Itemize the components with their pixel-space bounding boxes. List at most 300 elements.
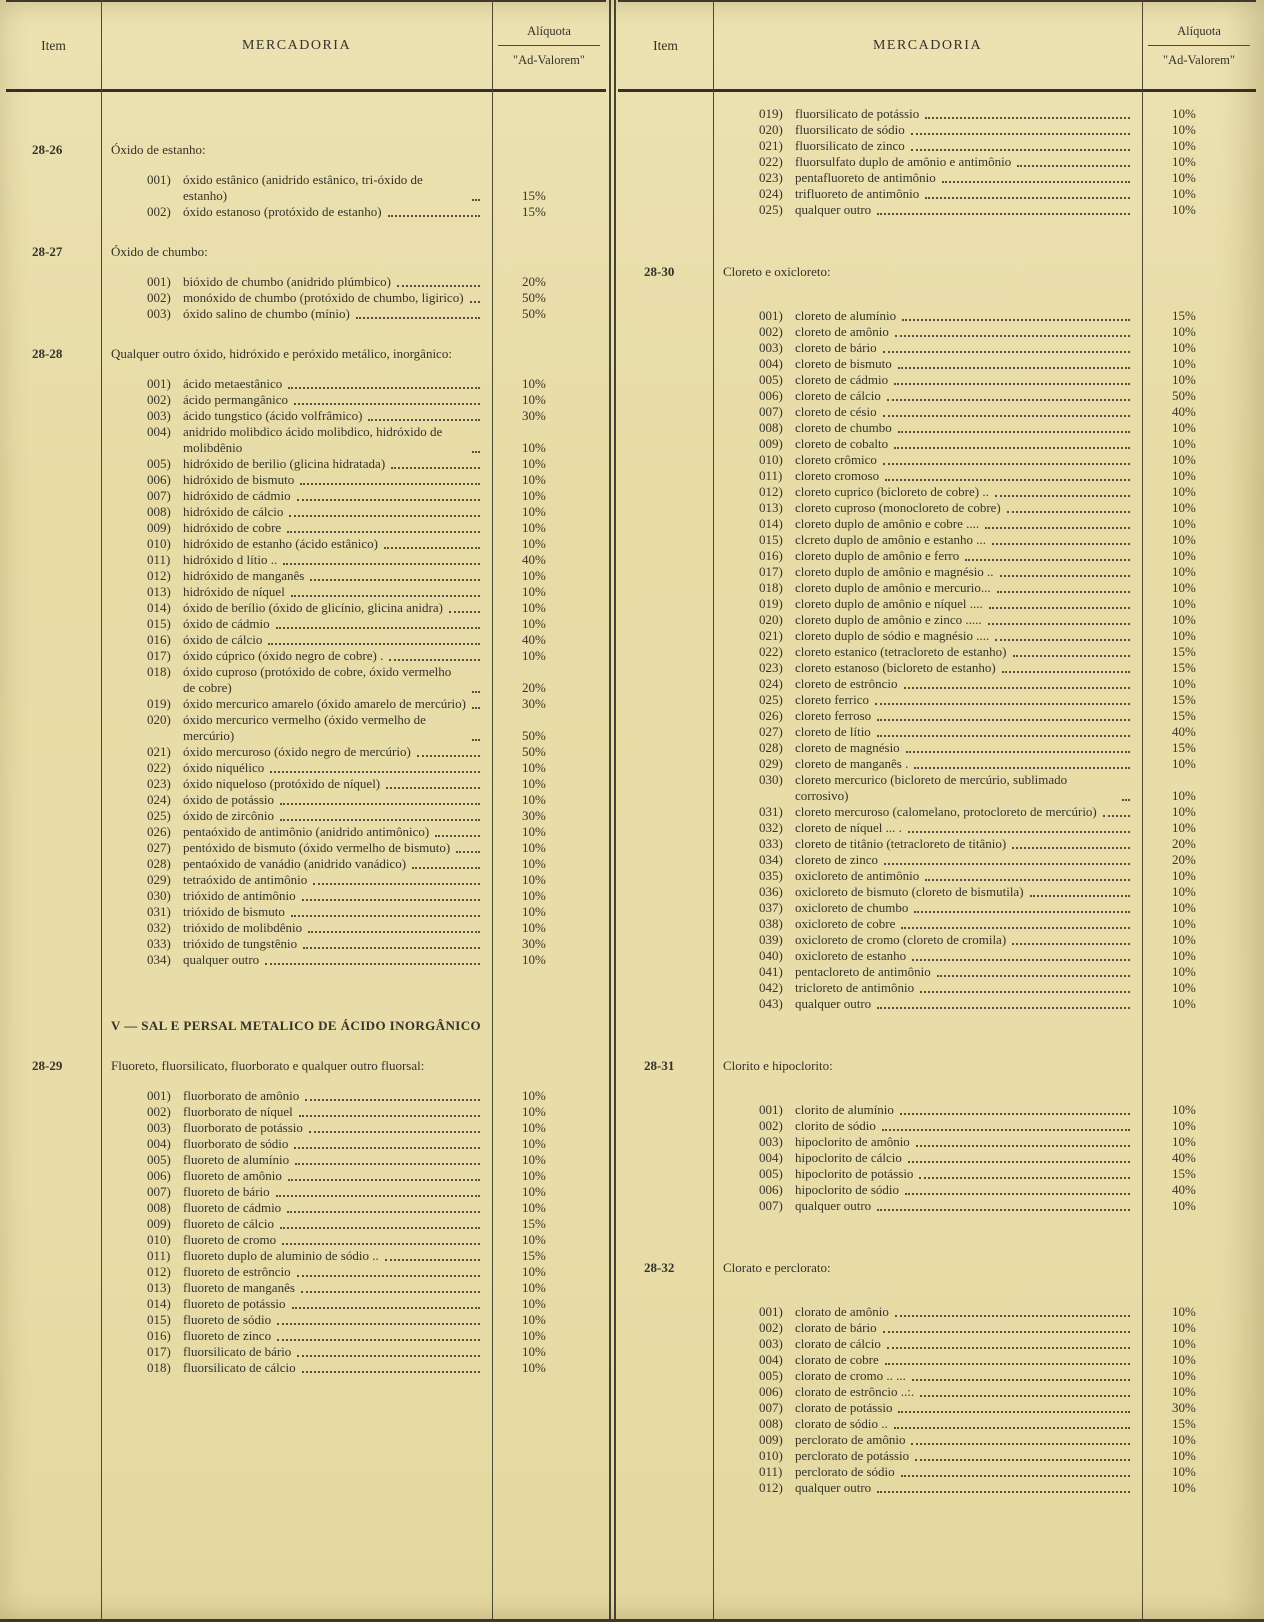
tariff-entry bbox=[6, 1328, 606, 1344]
entry-code: 007) bbox=[147, 1184, 171, 1199]
dot-leader bbox=[995, 639, 1130, 641]
entry-code: 018) bbox=[147, 1360, 171, 1375]
entry-text-wrap bbox=[795, 1480, 1134, 1496]
entry-text-wrap bbox=[795, 516, 1134, 532]
header-mercadoria: MERCADORIA bbox=[872, 37, 983, 53]
entry-code: 002) bbox=[759, 1118, 783, 1133]
entry-description-cell bbox=[101, 936, 492, 952]
tariff-entry bbox=[6, 172, 606, 204]
dot-leader bbox=[308, 931, 480, 933]
entry-description-cell bbox=[101, 600, 492, 616]
dot-leader bbox=[472, 739, 480, 741]
entry-description-cell bbox=[713, 468, 1142, 484]
dot-leader bbox=[287, 1211, 480, 1213]
entry-rate: 20% bbox=[522, 274, 546, 289]
dot-leader bbox=[288, 1179, 480, 1181]
tariff-entry bbox=[6, 1296, 606, 1312]
entry-text: óxido niquélico bbox=[183, 760, 265, 775]
entry-text-wrap bbox=[795, 1198, 1134, 1214]
entry-rate: 50% bbox=[1172, 388, 1196, 403]
entry-description-cell bbox=[101, 776, 492, 792]
dot-leader bbox=[288, 387, 480, 389]
entry-text: óxido salino de chumbo (mínio) bbox=[183, 306, 350, 321]
entry-rate: 10% bbox=[522, 1136, 546, 1151]
entry-code: 003) bbox=[759, 1336, 783, 1351]
entry-description-cell bbox=[713, 628, 1142, 644]
section-title: Fluoreto, fluorsilicato, fluorborato e qualquer outro fluorsal: bbox=[111, 1058, 425, 1073]
entry-code: 006) bbox=[759, 1384, 783, 1399]
entry-description-cell bbox=[101, 290, 492, 306]
entry-code: 009) bbox=[759, 1432, 783, 1447]
entry-description-cell bbox=[713, 516, 1142, 532]
entry-code: 015) bbox=[759, 532, 783, 547]
entry-text: qualquer outro bbox=[795, 202, 872, 217]
dot-leader bbox=[906, 751, 1130, 753]
entry-code: 032) bbox=[147, 920, 171, 935]
entry-description-cell bbox=[713, 724, 1142, 740]
dot-leader bbox=[276, 627, 480, 629]
entry-text-wrap bbox=[795, 708, 1134, 724]
entry-text: fluoreto duplo de aluminio de sódio .. bbox=[183, 1248, 379, 1263]
dot-leader bbox=[472, 707, 480, 709]
entry-code: 023) bbox=[759, 660, 783, 675]
dot-leader bbox=[295, 1163, 480, 1165]
entry-text-wrap bbox=[183, 552, 484, 568]
header-aliquota-line1: Alíquota bbox=[498, 24, 600, 46]
entry-description-cell bbox=[101, 1232, 492, 1248]
entry-rate: 10% bbox=[522, 920, 546, 935]
entry-rate: 10% bbox=[1172, 340, 1196, 355]
entry-description-cell bbox=[713, 340, 1142, 356]
tariff-entry bbox=[6, 504, 606, 520]
entry-text: cloreto de bismuto bbox=[795, 356, 892, 371]
entry-code: 042) bbox=[759, 980, 783, 995]
entry-code: 023) bbox=[759, 170, 783, 185]
entry-code: 017) bbox=[147, 648, 171, 663]
entry-text: cloreto duplo de amônio e níquel .... bbox=[795, 596, 983, 611]
entry-text: cloreto duplo de amônio e cobre .... bbox=[795, 516, 980, 531]
entry-rate: 15% bbox=[1172, 740, 1196, 755]
entry-code: 011) bbox=[759, 468, 783, 483]
column-divider bbox=[606, 0, 618, 1619]
entry-rate: 10% bbox=[522, 1152, 546, 1167]
entry-description-cell bbox=[101, 1168, 492, 1184]
entry-description-cell bbox=[101, 488, 492, 504]
entry-text: pentafluoreto de antimônio bbox=[795, 170, 936, 185]
vertical-rule bbox=[1142, 0, 1143, 1619]
entry-text-wrap bbox=[795, 186, 1134, 202]
entry-rate: 15% bbox=[1172, 1166, 1196, 1181]
dot-leader bbox=[925, 197, 1130, 199]
dot-leader bbox=[1012, 943, 1130, 945]
entry-rate: 10% bbox=[522, 1312, 546, 1327]
tariff-entry bbox=[6, 424, 606, 456]
entry-code: 005) bbox=[147, 1152, 171, 1167]
entry-text: pentóxido de bismuto (óxido vermelho de bismuto) bbox=[183, 840, 451, 855]
entry-code: 009) bbox=[147, 1216, 171, 1231]
entry-text-wrap bbox=[183, 664, 484, 696]
dot-leader bbox=[291, 915, 480, 917]
dot-leader bbox=[280, 1227, 480, 1229]
entry-code: 010) bbox=[759, 1448, 783, 1463]
entry-rate: 10% bbox=[522, 872, 546, 887]
tariff-entry bbox=[6, 600, 606, 616]
entry-text-wrap bbox=[795, 772, 1134, 804]
entry-code: 017) bbox=[759, 564, 783, 579]
entry-rate: 10% bbox=[522, 456, 546, 471]
entry-code: 004) bbox=[147, 424, 171, 439]
entry-description-cell bbox=[101, 1280, 492, 1296]
tariff-entry bbox=[6, 632, 606, 648]
tariff-entry bbox=[6, 472, 606, 488]
dot-leader bbox=[309, 1131, 480, 1133]
entry-description-cell bbox=[713, 1150, 1142, 1166]
entry-text: óxido de cálcio bbox=[183, 632, 263, 647]
entry-rate: 10% bbox=[1172, 1304, 1196, 1319]
tariff-entry bbox=[6, 1232, 606, 1248]
entry-code: 012) bbox=[147, 568, 171, 583]
entry-text-wrap bbox=[183, 1312, 484, 1328]
dot-leader bbox=[1002, 671, 1130, 673]
entry-description-cell bbox=[713, 388, 1142, 404]
entry-text: pentaóxido de antimônio (anidrido antimônico) bbox=[183, 824, 430, 839]
entry-text-wrap bbox=[795, 404, 1134, 420]
dot-leader bbox=[877, 735, 1130, 737]
entry-text-wrap bbox=[795, 1416, 1134, 1432]
entry-text-wrap bbox=[183, 840, 484, 856]
section-title: Clorito e hipoclorito: bbox=[723, 1058, 833, 1073]
entry-rate: 15% bbox=[1172, 692, 1196, 707]
dot-leader bbox=[289, 515, 480, 517]
left-column bbox=[6, 0, 606, 1619]
entry-description-cell bbox=[713, 660, 1142, 676]
dot-leader bbox=[1007, 511, 1130, 513]
section-header-row bbox=[6, 1058, 606, 1074]
entry-text: hidróxido d lítio .. bbox=[183, 552, 278, 567]
tariff-entry bbox=[6, 808, 606, 824]
entry-text: hidróxido de bismuto bbox=[183, 472, 295, 487]
dot-leader bbox=[1013, 655, 1130, 657]
entry-code: 001) bbox=[147, 1088, 171, 1103]
dot-leader bbox=[300, 483, 480, 485]
entry-text-wrap bbox=[795, 170, 1134, 186]
entry-text: fluorborato de níquel bbox=[183, 1104, 293, 1119]
entry-text-wrap bbox=[795, 836, 1134, 852]
entry-code: 001) bbox=[147, 376, 171, 391]
entry-text: clorato de amônio bbox=[795, 1304, 889, 1319]
entry-description-cell bbox=[101, 1216, 492, 1232]
entry-code: 028) bbox=[147, 856, 171, 871]
entry-text-wrap bbox=[795, 1134, 1134, 1150]
entry-description-cell bbox=[713, 324, 1142, 340]
entry-rate: 10% bbox=[1172, 820, 1196, 835]
entry-code: 038) bbox=[759, 916, 783, 931]
entry-code: 018) bbox=[759, 580, 783, 595]
entry-text-wrap bbox=[795, 740, 1134, 756]
entry-rate: 50% bbox=[522, 728, 546, 743]
dot-leader bbox=[877, 1007, 1130, 1009]
entry-text: cloreto mercuroso (calomelano, protocloreto de mercúrio) bbox=[795, 804, 1097, 819]
entry-text: fluoreto de bário bbox=[183, 1184, 270, 1199]
entry-rate: 10% bbox=[522, 1104, 546, 1119]
entry-rate: 10% bbox=[1172, 324, 1196, 339]
entry-description-cell bbox=[101, 632, 492, 648]
entry-code: 021) bbox=[759, 138, 783, 153]
tariff-entry bbox=[6, 1088, 606, 1104]
entry-text-wrap bbox=[183, 424, 484, 456]
entry-description-cell bbox=[101, 872, 492, 888]
entry-code: 022) bbox=[759, 154, 783, 169]
entry-rate: 10% bbox=[522, 520, 546, 535]
entry-text-wrap bbox=[183, 1088, 484, 1104]
dot-leader bbox=[297, 1355, 480, 1357]
entry-rate: 10% bbox=[1172, 420, 1196, 435]
entry-text: cloreto de manganês . bbox=[795, 756, 909, 771]
entry-text: fluoreto de cálcio bbox=[183, 1216, 274, 1231]
entry-code: 010) bbox=[759, 452, 783, 467]
entry-description-cell bbox=[101, 1184, 492, 1200]
entry-description-cell bbox=[713, 170, 1142, 186]
dot-leader bbox=[992, 543, 1130, 545]
entry-text-wrap bbox=[183, 1296, 484, 1312]
entry-description-cell bbox=[713, 868, 1142, 884]
entry-text: cloreto de cobalto bbox=[795, 436, 889, 451]
entry-rate: 10% bbox=[1172, 154, 1196, 169]
entry-text-wrap bbox=[795, 372, 1134, 388]
entry-text-wrap bbox=[183, 520, 484, 536]
entry-rate: 10% bbox=[1172, 964, 1196, 979]
dot-leader bbox=[391, 467, 480, 469]
entry-rate: 10% bbox=[522, 616, 546, 631]
dot-leader bbox=[449, 611, 480, 613]
entry-text-wrap bbox=[795, 676, 1134, 692]
dot-leader bbox=[388, 215, 480, 217]
entry-text-wrap bbox=[183, 600, 484, 616]
entry-text: clorato de sódio .. bbox=[795, 1416, 888, 1431]
entry-text: hidróxido de estanho (ácido estânico) bbox=[183, 536, 378, 551]
entry-text-wrap bbox=[183, 1232, 484, 1248]
section-title: Qualquer outro óxido, hidróxido e peróxido metálico, inorgânico: bbox=[111, 346, 452, 361]
entry-text-wrap bbox=[183, 776, 484, 792]
entry-text-wrap bbox=[183, 1264, 484, 1280]
entry-text-wrap bbox=[183, 872, 484, 888]
entry-code: 002) bbox=[147, 392, 171, 407]
entry-rate: 10% bbox=[522, 776, 546, 791]
entry-text: cloreto cuproso (monocloreto de cobre) bbox=[795, 500, 1001, 515]
entry-text: trióxido de molibdênio bbox=[183, 920, 303, 935]
entry-rate: 10% bbox=[522, 1120, 546, 1135]
entry-rate: 10% bbox=[1172, 916, 1196, 931]
entry-description-cell bbox=[101, 584, 492, 600]
entry-description-cell bbox=[713, 676, 1142, 692]
entry-code: 021) bbox=[147, 744, 171, 759]
entry-code: 005) bbox=[147, 456, 171, 471]
entry-text: óxido de berílio (óxido de glicínio, glicina anidra) bbox=[183, 600, 443, 615]
entry-code: 007) bbox=[759, 1400, 783, 1415]
entry-description-cell bbox=[713, 1118, 1142, 1134]
entry-description-cell bbox=[713, 884, 1142, 900]
dot-leader bbox=[310, 579, 480, 581]
entry-text-wrap bbox=[183, 1200, 484, 1216]
dot-leader bbox=[916, 1145, 1130, 1147]
entry-rate: 10% bbox=[522, 856, 546, 871]
dot-leader bbox=[895, 335, 1130, 337]
entry-description-cell bbox=[713, 138, 1142, 154]
entry-code: 014) bbox=[147, 1296, 171, 1311]
entry-text-wrap bbox=[183, 1280, 484, 1296]
entry-text-wrap bbox=[183, 1344, 484, 1360]
entry-text-wrap bbox=[795, 948, 1134, 964]
entry-rate: 20% bbox=[522, 680, 546, 695]
entry-description-cell bbox=[713, 202, 1142, 218]
entry-text: pentacloreto de antimônio bbox=[795, 964, 931, 979]
entry-code: 001) bbox=[759, 308, 783, 323]
entry-rate: 10% bbox=[522, 584, 546, 599]
tariff-entry bbox=[6, 290, 606, 306]
dot-leader bbox=[386, 787, 480, 789]
entry-description-cell bbox=[713, 916, 1142, 932]
entry-rate: 15% bbox=[522, 188, 546, 203]
tariff-entry bbox=[6, 1104, 606, 1120]
entry-code: 030) bbox=[147, 888, 171, 903]
entry-text: fluorsilicato de bário bbox=[183, 1344, 292, 1359]
entry-text-wrap bbox=[183, 1216, 484, 1232]
entry-code: 004) bbox=[759, 356, 783, 371]
tariff-entry bbox=[6, 696, 606, 712]
section bbox=[6, 244, 606, 322]
tariff-entry bbox=[6, 584, 606, 600]
entry-rate: 10% bbox=[1172, 612, 1196, 627]
entry-description-cell bbox=[101, 1312, 492, 1328]
entry-description-cell bbox=[101, 1104, 492, 1120]
entry-code: 025) bbox=[759, 692, 783, 707]
entry-text: cloreto ferroso bbox=[795, 708, 872, 723]
dot-leader bbox=[920, 991, 1130, 993]
entry-text: óxido de cádmio bbox=[183, 616, 270, 631]
entry-text: cloreto cromoso bbox=[795, 468, 880, 483]
entry-code: 004) bbox=[759, 1150, 783, 1165]
dot-leader bbox=[925, 879, 1130, 881]
entry-text: hipoclorito de cálcio bbox=[795, 1150, 902, 1165]
dot-leader bbox=[985, 527, 1130, 529]
entry-description-cell bbox=[101, 648, 492, 664]
dot-leader bbox=[937, 975, 1130, 977]
entry-text: hidróxido de manganês bbox=[183, 568, 305, 583]
dot-leader bbox=[1030, 895, 1130, 897]
entry-text-wrap bbox=[795, 1166, 1134, 1182]
entry-code: 027) bbox=[759, 724, 783, 739]
entry-text-wrap bbox=[183, 648, 484, 664]
dot-leader bbox=[898, 1411, 1130, 1413]
entry-rate: 10% bbox=[522, 568, 546, 583]
entry-code: 008) bbox=[147, 504, 171, 519]
entry-text-wrap bbox=[183, 952, 484, 968]
entry-rate: 10% bbox=[522, 1328, 546, 1343]
entry-text: fluoreto de sódio bbox=[183, 1312, 272, 1327]
entry-text: cloreto de estrôncio bbox=[795, 676, 898, 691]
entry-description-cell bbox=[101, 392, 492, 408]
entry-text: tricloreto de antimônio bbox=[795, 980, 915, 995]
entry-text: perclorato de sódio bbox=[795, 1464, 895, 1479]
entry-description-cell bbox=[713, 1320, 1142, 1336]
entry-text-wrap bbox=[183, 1168, 484, 1184]
entry-description-cell bbox=[101, 1120, 492, 1136]
dot-leader bbox=[912, 1379, 1130, 1381]
entry-text-wrap bbox=[795, 1400, 1134, 1416]
entry-code: 014) bbox=[147, 600, 171, 615]
entry-code: 022) bbox=[147, 760, 171, 775]
entry-code: 028) bbox=[759, 740, 783, 755]
entry-rate: 15% bbox=[1172, 644, 1196, 659]
dot-leader bbox=[303, 947, 480, 949]
entry-description-cell bbox=[101, 1200, 492, 1216]
entry-text: cloreto duplo de amônio e ferro bbox=[795, 548, 960, 563]
entry-code: 002) bbox=[147, 290, 171, 305]
entry-text-wrap bbox=[795, 756, 1134, 772]
entry-description-cell bbox=[713, 596, 1142, 612]
dot-leader bbox=[900, 1113, 1130, 1115]
entry-text: fluoreto de zinco bbox=[183, 1328, 272, 1343]
entry-code: 030) bbox=[759, 772, 783, 787]
entry-rate: 10% bbox=[522, 1232, 546, 1247]
entry-text: oxicloreto de estanho bbox=[795, 948, 907, 963]
entry-code: 021) bbox=[759, 628, 783, 643]
header-aliquota bbox=[492, 2, 606, 89]
entry-text: trióxido de bismuto bbox=[183, 904, 285, 919]
dot-leader bbox=[456, 851, 480, 853]
tariff-entry bbox=[6, 664, 606, 696]
entry-description-cell bbox=[101, 840, 492, 856]
entry-code: 022) bbox=[759, 644, 783, 659]
tariff-entry bbox=[6, 776, 606, 792]
entry-text-wrap bbox=[795, 596, 1134, 612]
tariff-entry bbox=[6, 456, 606, 472]
entry-text-wrap bbox=[183, 696, 484, 712]
dot-leader bbox=[276, 1195, 480, 1197]
entry-text: óxido de potássio bbox=[183, 792, 274, 807]
dot-leader bbox=[885, 479, 1130, 481]
entry-text-wrap bbox=[795, 1150, 1134, 1166]
entry-description-cell bbox=[101, 472, 492, 488]
dot-leader bbox=[280, 803, 480, 805]
entry-description-cell bbox=[713, 948, 1142, 964]
entry-description-cell bbox=[101, 456, 492, 472]
entry-code: 019) bbox=[147, 696, 171, 711]
entry-description-cell bbox=[713, 186, 1142, 202]
dot-leader bbox=[283, 563, 480, 565]
entry-text: cloreto de bário bbox=[795, 340, 877, 355]
entry-text: oxicloreto de cromo (cloreto de cromila) bbox=[795, 932, 1007, 947]
dot-leader bbox=[277, 1339, 480, 1341]
entry-text: hidróxido de cálcio bbox=[183, 504, 284, 519]
dot-leader bbox=[911, 133, 1130, 135]
dot-leader bbox=[898, 431, 1130, 433]
dot-leader bbox=[883, 351, 1130, 353]
entry-rate: 40% bbox=[1172, 404, 1196, 419]
entry-code: 014) bbox=[759, 516, 783, 531]
entry-text: anidrido molibdico ácido molibdico, hidróxido de molibdênio bbox=[183, 424, 443, 455]
dot-leader bbox=[989, 607, 1130, 609]
entry-description-cell bbox=[713, 1480, 1142, 1496]
dot-leader bbox=[397, 285, 480, 287]
entry-description-cell bbox=[713, 852, 1142, 868]
entry-text-wrap bbox=[183, 172, 484, 204]
entry-code: 007) bbox=[759, 404, 783, 419]
entry-text-wrap bbox=[183, 824, 484, 840]
entry-rate: 15% bbox=[522, 1216, 546, 1231]
tariff-entry bbox=[6, 1264, 606, 1280]
entry-code: 043) bbox=[759, 996, 783, 1011]
